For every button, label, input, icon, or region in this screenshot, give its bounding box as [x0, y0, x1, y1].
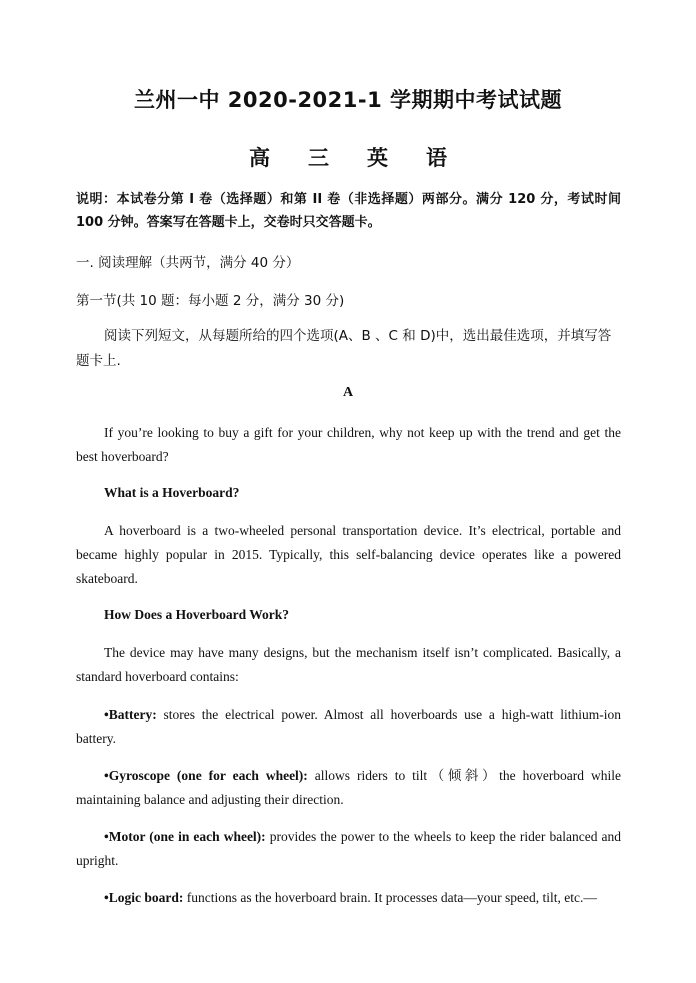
component-term: •Logic board:	[104, 890, 184, 905]
component-term: •Motor (one in each wheel):	[104, 829, 266, 844]
section-heading: 第一节(共 10 题：每小题 2 分，满分 30 分)	[76, 293, 345, 309]
component-term: •Gyroscope (one for each wheel):	[104, 768, 308, 783]
section-instruction: 阅读下列短文，从每题所给的四个选项(A、B 、C 和 D)中，选出最佳选项，并填写答题卡上.	[76, 328, 612, 369]
passage-intro: If you’re looking to buy a gift for your children, why not keep up with the trend and get the best hoverboard?	[76, 425, 621, 464]
component-desc: functions as the hoverboard brain. It processes data—your speed, tilt, etc.—	[183, 890, 597, 905]
component-item	[76, 703, 621, 751]
exam-title: 兰州一中 2020-2021-1 学期期中考试试题	[133, 88, 563, 112]
passage-heading: How Does a Hoverboard Work?	[104, 607, 289, 622]
passage-paragraph: The device may have many designs, but the mechanism itself isn’t complicated. Basically, a standard hoverboard contains:	[76, 645, 621, 684]
component-item	[76, 825, 621, 873]
component-desc: allows riders to tilt（倾斜）the hoverboard while maintaining balance and adjusting their direction.	[76, 768, 622, 807]
subject-char: 英	[367, 146, 388, 170]
part-heading: 一. 阅读理解（共两节，满分 40 分）	[76, 255, 300, 271]
component-item	[76, 764, 621, 812]
subject-title	[0, 142, 696, 172]
component-item	[76, 886, 621, 910]
exam-instructions-note: 说明：本试卷分第 I 卷（选择题）和第 II 卷（非选择题）两部分。满分 120 分，考试时间 100 分钟。答案写在答题卡上，交卷时只交答题卡。	[76, 192, 621, 230]
subject-char: 三	[308, 146, 329, 170]
component-term: •Battery:	[104, 707, 157, 722]
passage-heading: What is a Hoverboard?	[104, 485, 240, 500]
subject-char: 高	[249, 146, 270, 170]
component-desc: stores the electrical power. Almost all hoverboards use a high-watt lithium-ion battery.	[76, 707, 621, 746]
passage-letter: A	[342, 385, 354, 400]
passage-paragraph: A hoverboard is a two-wheeled personal transportation device. It’s electrical, portable and became highly popular in 2015. Typically, this self-balancing device operates like a powered skateboard.	[76, 523, 621, 586]
component-desc: provides the power to the wheels to keep the rider balanced and upright.	[76, 829, 621, 868]
subject-char: 语	[426, 146, 447, 170]
